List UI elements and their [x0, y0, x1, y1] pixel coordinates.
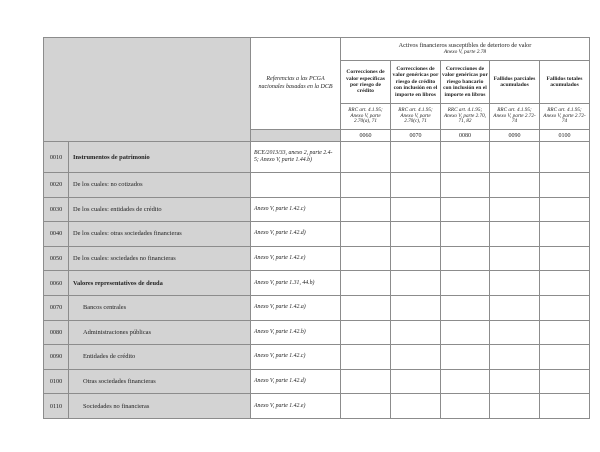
row-code: 0110 [44, 394, 69, 419]
column-legal-ref: RRC art. 4.1.95; Anexo V, parte 2.72-74 [490, 104, 540, 130]
row-label: Otras sociedades financieras [69, 369, 251, 394]
data-cell[interactable] [490, 197, 540, 222]
data-cell[interactable] [341, 142, 391, 173]
data-cell[interactable] [490, 394, 540, 419]
row-label: De los cuales: otras sociedades financieras [69, 222, 251, 247]
column-code: 0080 [441, 130, 490, 142]
data-cell[interactable] [540, 345, 590, 370]
column-code: 0090 [490, 130, 540, 142]
row-reference: Anexo V, parte 1.42.c) [251, 197, 341, 222]
table-row [44, 222, 590, 247]
impairment-table [43, 37, 590, 419]
data-cell[interactable] [341, 173, 391, 198]
data-cell[interactable] [540, 142, 590, 173]
data-cell[interactable] [490, 246, 540, 271]
data-cell[interactable] [391, 369, 441, 394]
data-cell[interactable] [490, 173, 540, 198]
table-row [44, 173, 590, 198]
row-label: De los cuales: sociedades no financieras [69, 246, 251, 271]
table-row [44, 394, 590, 419]
row-code: 0080 [44, 320, 69, 345]
row-reference [251, 173, 341, 198]
data-cell[interactable] [341, 246, 391, 271]
row-reference: Anexo V, parte 1.42.d) [251, 369, 341, 394]
data-cell[interactable] [341, 197, 391, 222]
row-label: De los cuales: entidades de crédito [69, 197, 251, 222]
row-label: Instrumentos de patrimonio [69, 142, 251, 173]
data-cell[interactable] [341, 222, 391, 247]
row-label: Entidades de crédito [69, 345, 251, 370]
column-header: Fallidos parciales acumulados [490, 61, 540, 104]
data-cell[interactable] [441, 142, 490, 173]
data-cell[interactable] [391, 295, 441, 320]
row-reference: Anexo V, parte 1.31, 44.b) [251, 271, 341, 296]
data-cell[interactable] [441, 222, 490, 247]
data-cell[interactable] [341, 320, 391, 345]
column-legal-ref: RRC art. 4.1.95; Anexo V, parte 2.70, 71, 82 [441, 104, 490, 130]
column-header: Correcciones de valor genéricas por riesgo bancario con inclusión en el importe en libros [441, 61, 490, 104]
data-cell[interactable] [391, 246, 441, 271]
data-cell[interactable] [540, 295, 590, 320]
data-cell[interactable] [341, 394, 391, 419]
row-reference: Anexo V, parte 1.42.c) [251, 345, 341, 370]
data-cell[interactable] [441, 246, 490, 271]
row-label: Valores representativos de deuda [69, 271, 251, 296]
row-reference: Anexo V, parte 1.42.e) [251, 394, 341, 419]
data-cell[interactable] [441, 320, 490, 345]
data-cell[interactable] [441, 197, 490, 222]
data-cell[interactable] [540, 369, 590, 394]
column-code: 0100 [540, 130, 590, 142]
references-header: Referencias a las PCGA nacionales basadas en la DCB [251, 38, 341, 130]
data-cell[interactable] [441, 173, 490, 198]
column-legal-ref: RRC art. 4.1.95; Anexo V, parte 2.70(c), 71 [391, 104, 441, 130]
data-cell[interactable] [391, 197, 441, 222]
data-cell[interactable] [341, 295, 391, 320]
data-cell[interactable] [391, 345, 441, 370]
data-cell[interactable] [490, 222, 540, 247]
row-label: Bancos centrales [69, 295, 251, 320]
row-code: 0040 [44, 222, 69, 247]
row-reference: Anexo V, parte 1.42.b) [251, 320, 341, 345]
column-code: 0060 [341, 130, 391, 142]
data-cell[interactable] [490, 271, 540, 296]
table-row [44, 295, 590, 320]
data-cell[interactable] [341, 345, 391, 370]
data-cell[interactable] [490, 345, 540, 370]
row-code: 0030 [44, 197, 69, 222]
row-reference: Anexo V, parte 1.42.d) [251, 222, 341, 247]
row-reference: BCE/2013/33, anexo 2, parte 2.4-5; Anexo V, parte 1.44.b) [251, 142, 341, 173]
row-label: Administraciones públicas [69, 320, 251, 345]
column-header: Correcciones de valor específicas por riesgo de crédito [341, 61, 391, 104]
row-code: 0020 [44, 173, 69, 198]
data-cell[interactable] [441, 369, 490, 394]
group-title: Activos financieros susceptibles de deterioro de valor [398, 42, 532, 50]
data-cell[interactable] [540, 222, 590, 247]
group-header [341, 38, 590, 61]
column-header: Fallidos totales acumulados [540, 61, 590, 104]
data-cell[interactable] [391, 142, 441, 173]
data-cell[interactable] [441, 345, 490, 370]
table-row [44, 142, 590, 173]
data-cell[interactable] [490, 320, 540, 345]
data-cell[interactable] [540, 320, 590, 345]
row-code: 0070 [44, 295, 69, 320]
column-header: Correcciones de valor genéricas por riesgo de crédito con inclusión en el importe en libros [391, 61, 441, 104]
corner-header [44, 38, 251, 142]
financial-report-table [43, 37, 589, 425]
table-row [44, 369, 590, 394]
data-cell[interactable] [391, 320, 441, 345]
row-reference: Anexo V, parte 1.42.a) [251, 295, 341, 320]
row-reference: Anexo V, parte 1.42.e) [251, 246, 341, 271]
row-code: 0100 [44, 369, 69, 394]
data-cell[interactable] [341, 271, 391, 296]
data-cell[interactable] [441, 394, 490, 419]
column-legal-ref: RRC art. 4.1.95; Anexo V, parte 2.72-74 [540, 104, 590, 130]
data-cell[interactable] [490, 369, 540, 394]
data-cell[interactable] [540, 173, 590, 198]
data-cell[interactable] [490, 295, 540, 320]
group-subtitle: Anexo V, parte 2.78 [443, 49, 487, 56]
data-cell[interactable] [540, 271, 590, 296]
table-row [44, 345, 590, 370]
table-row [44, 246, 590, 271]
table-row [44, 197, 590, 222]
column-code: 0070 [391, 130, 441, 142]
data-cell[interactable] [540, 197, 590, 222]
data-cell[interactable] [391, 271, 441, 296]
data-cell[interactable] [540, 394, 590, 419]
column-legal-ref: RRC art. 4.1.95; Anexo V, parte 2.70(a), 71 [341, 104, 391, 130]
data-cell[interactable] [391, 394, 441, 419]
row-code: 0010 [44, 142, 69, 173]
table-row [44, 271, 590, 296]
data-cell[interactable] [540, 246, 590, 271]
data-cell[interactable] [441, 271, 490, 296]
data-cell[interactable] [490, 142, 540, 173]
row-code: 0050 [44, 246, 69, 271]
data-cell[interactable] [441, 295, 490, 320]
references-code-blank [251, 130, 341, 142]
row-code: 0060 [44, 271, 69, 296]
row-code: 0090 [44, 345, 69, 370]
data-cell[interactable] [391, 222, 441, 247]
row-label: De los cuales: no cotizados [69, 173, 251, 198]
row-label: Sociedades no financieras [69, 394, 251, 419]
data-cell[interactable] [341, 369, 391, 394]
data-cell[interactable] [391, 173, 441, 198]
table-row [44, 320, 590, 345]
